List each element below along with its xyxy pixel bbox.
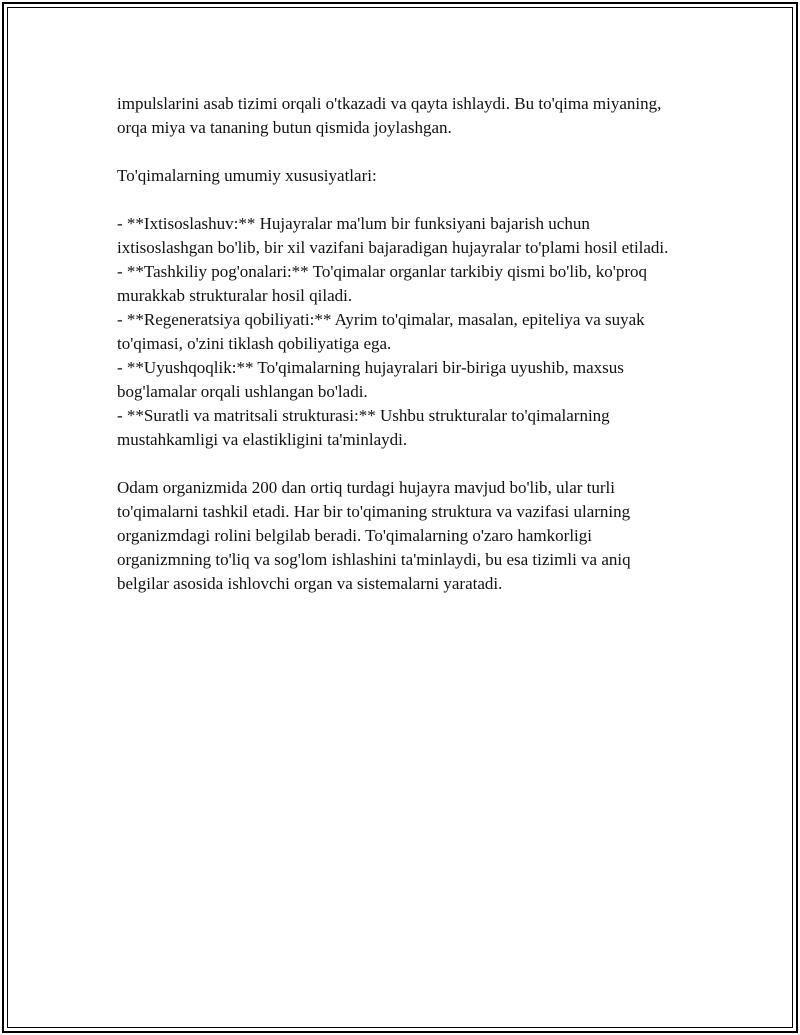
list-item: - **Suratli va matritsali strukturasi:** Ushbu strukturalar to'qimalarning mustahkamligi va elastikligini ta'minlaydi.: [117, 406, 610, 449]
list-item: - **Ixtisoslashuv:** Hujayralar ma'lum bir funksiyani bajarish uchun ixtisoslashgan bo'lib, bir xil vazifani bajaradigan hujayralar to'plami hosil etiladi.: [117, 214, 669, 257]
list-item: - **Regeneratsiya qobiliyati:** Ayrim to'qimalar, masalan, epiteliya va suyak to'qimasi, o'zini tiklash qobiliyatiga ega.: [117, 310, 645, 353]
document-body: [117, 92, 683, 620]
properties-list: [117, 212, 683, 452]
list-item: - **Tashkiliy pog'onalari:** To'qimalar organlar tarkibiy qismi bo'lib, ko'proq murakkab strukturalar hosil qiladi.: [117, 262, 648, 305]
properties-heading: To'qimalarning umumiy xususiyatlari:: [117, 166, 377, 185]
intro-paragraph: impulslarini asab tizimi orqali o'tkazadi va qayta ishlaydi. Bu to'qima miyaning, orqa miya va tananing butun qismida joylashgan.: [117, 94, 662, 137]
closing-paragraph: Odam organizmida 200 dan ortiq turdagi hujayra mavjud bo'lib, ular turli to'qimalarni tashkil etadi. Har bir to'qimaning struktura va vazifasi ularning organizmdagi rolini belgilab beradi. To'qimalarning o'zaro hamkorligi organizmning to'liq va sog'lom ishlashini ta'minlaydi, bu esa tizimli va aniq belgilar asosida ishlovchi organ va sistemalarni yaratadi.: [117, 478, 631, 593]
list-item: - **Uyushqoqlik:** To'qimalarning hujayralari bir-biriga uyushib, maxsus bog'lamalar orqali ushlangan bo'ladi.: [117, 358, 624, 401]
